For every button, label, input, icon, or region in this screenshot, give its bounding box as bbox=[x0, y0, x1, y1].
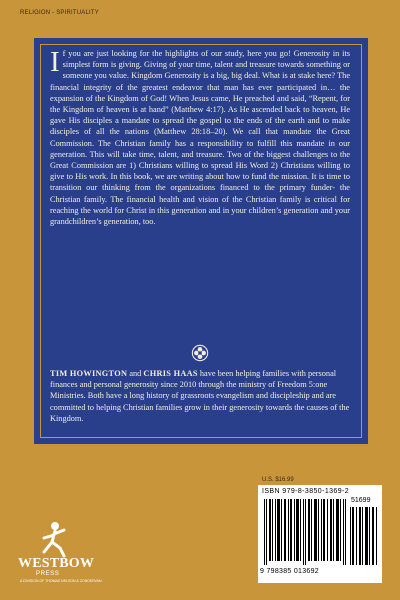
author-and: and bbox=[127, 369, 144, 378]
author-name-1: TIM HOWINGTON bbox=[50, 369, 128, 378]
blurb-body: f you are just looking for the highlights of our study, here you go! Generosity in its simplest form is giving. Giving of your time, talent and treasure towards something or someone you value. Kingdom Generosity is a big, big deal. What is at stake here? The financial integrity of the greatest endeavor that man has ever participated in… the expansion of the Kingdom of God! When Jesus came, He preached and said, “Repent, for the Kingdom of heaven is at hand” (Matthew 4:17). As He ascended back to heaven, He gave His disciples a mandate to spread the gospel to the ends of the earth and to make disciples of all the nations (Matthew 28:18–20). We call that mandate the Great Commission. The Christian family has a responsibility to fulfill this mandate in our generation. This will take time, talent, and treasure. Two of the biggest challenges to the Great Commission are 1) Christians willing to spread His Word 2) Christians willing to give to His work. In this book, we are writing about how to fund the mission. It is time to transition our thinking from the organizations financed to the primary funder- the Christian family. The financial health and vision of the Christian family is critical for reaching the world for Christ in this generation and in your children’s generation and your grandchildren’s generation, too. bbox=[50, 49, 350, 227]
addon-number: 51699 bbox=[351, 497, 371, 504]
author-bio bbox=[50, 368, 350, 424]
addon-barcode-bars bbox=[350, 507, 378, 565]
barcode-number: 9 798385 013692 bbox=[260, 568, 319, 575]
publisher-sub: PRESS bbox=[36, 571, 60, 577]
barcode-bars bbox=[264, 499, 346, 565]
category-label: RELIGION - SPIRITUALITY bbox=[20, 10, 99, 16]
price-label: U.S. $16.99 bbox=[262, 477, 294, 483]
publisher-name: WESTBOW bbox=[18, 556, 95, 571]
isbn-label: ISBN 979-8-3850-1369-2 bbox=[262, 488, 350, 495]
bio-body: have been helping families with personal finances and personal generosity since 2010 through the ministry of Freedom 5:one Ministries. Both have a long history of grassroots evangelism and discipleship and are committed to helping Christian families grow in their generosity towards the causes of the Kingdom. bbox=[50, 369, 350, 423]
runner-icon bbox=[30, 518, 80, 558]
rose-ornament-icon bbox=[191, 344, 209, 362]
blurb-panel bbox=[34, 38, 368, 444]
drop-cap: I bbox=[50, 46, 60, 78]
publisher-logo bbox=[18, 518, 102, 588]
author-name-2: CHRIS HAAS bbox=[143, 369, 198, 378]
barcode-box bbox=[258, 485, 382, 583]
publisher-division: A DIVISION OF THOMAS NELSON & ZONDERVAN bbox=[20, 579, 102, 583]
blurb-text bbox=[50, 48, 350, 227]
